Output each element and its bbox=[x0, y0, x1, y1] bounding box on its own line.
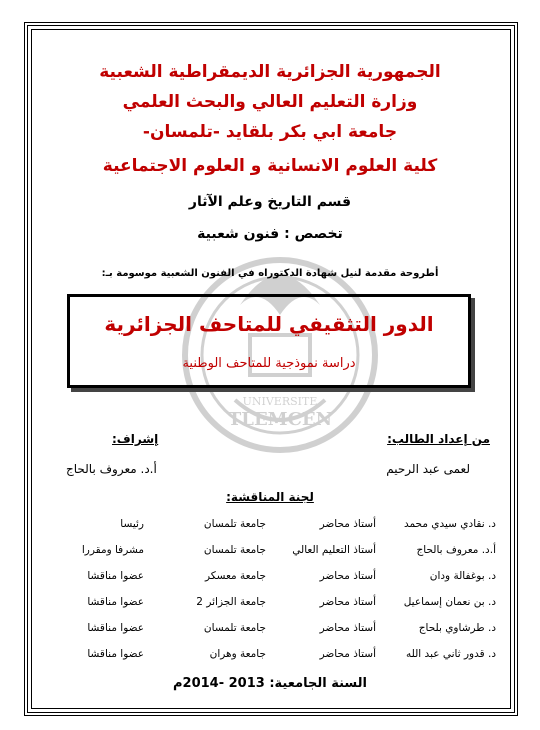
committee-label: لجنة المناقشة: bbox=[226, 490, 314, 504]
member-university: جامعة الجزائر 2 bbox=[196, 596, 266, 608]
member-name: د. قدور ثاني عبد الله bbox=[406, 648, 496, 660]
specialty-heading: تخصص : فنون شعبية bbox=[197, 226, 343, 242]
member-role: عضوا مناقشا bbox=[87, 596, 144, 608]
member-university: جامعة تلمسان bbox=[203, 518, 266, 530]
supervisor-label: إشراف: bbox=[112, 432, 159, 446]
member-university: جامعة تلمسان bbox=[203, 622, 266, 634]
committee-row bbox=[40, 648, 496, 666]
member-university: جامعة معسكر bbox=[205, 570, 266, 582]
member-rank: أستاذ محاضر bbox=[319, 596, 376, 608]
svg-text:TLEMCEN: TLEMCEN bbox=[227, 409, 333, 430]
member-rank: أستاذ محاضر bbox=[319, 518, 376, 530]
member-rank: أستاذ محاضر bbox=[319, 622, 376, 634]
ministry-heading: وزارة التعليم العالي والبحث العلمي bbox=[122, 92, 418, 112]
member-role: عضوا مناقشا bbox=[87, 570, 144, 582]
academic-year: السنة الجامعية: 2013 -2014م bbox=[173, 676, 367, 691]
member-rank: أستاذ التعليم العالي bbox=[292, 544, 376, 556]
committee-row bbox=[40, 596, 496, 614]
member-rank: أستاذ محاضر bbox=[319, 570, 376, 582]
member-role: عضوا مناقشا bbox=[87, 648, 144, 660]
member-role: عضوا مناقشا bbox=[87, 622, 144, 634]
member-role: رئيسا bbox=[120, 518, 144, 530]
prepared-by-label: من إعداد الطالب: bbox=[387, 432, 490, 446]
department-heading: قسم التاريخ وعلم الآثار bbox=[188, 194, 352, 210]
member-name: د. نقادي سيدي محمد bbox=[403, 518, 496, 530]
university-heading: جامعة ابي بكر بلقايد -تلمسان- bbox=[142, 122, 398, 142]
member-name: د. بوغفالة ودان bbox=[429, 570, 496, 582]
student-name: لعمى عبد الرحيم bbox=[386, 462, 470, 476]
thesis-subtitle: أطروحة مقدمة لنيل شهادة الدكتوراه في الفنون الشعبية موسومة بـ: bbox=[101, 268, 439, 279]
committee-row bbox=[40, 544, 496, 562]
thesis-title: الدور التثقيفي للمتاحف الجزائرية bbox=[104, 312, 434, 336]
member-name: أ.د. معروف بالحاج bbox=[416, 544, 496, 556]
supervisor-name: أ.د. معروف بالحاج bbox=[66, 462, 157, 476]
committee-row bbox=[40, 622, 496, 640]
member-name: د. طرشاوي بلحاج bbox=[418, 622, 496, 634]
svg-text:UNIVERSITE: UNIVERSITE bbox=[242, 395, 318, 408]
faculty-heading: كلية العلوم الانسانية و العلوم الاجتماعية bbox=[102, 156, 438, 176]
title-box bbox=[67, 294, 471, 388]
committee-row bbox=[40, 518, 496, 536]
member-name: د. بن نعمان إسماعيل bbox=[403, 596, 496, 608]
member-university: جامعة تلمسان bbox=[203, 544, 266, 556]
member-rank: أستاذ محاضر bbox=[319, 648, 376, 660]
republic-heading: الجمهورية الجزائرية الديمقراطية الشعبية bbox=[99, 62, 441, 82]
member-university: جامعة وهران bbox=[209, 648, 266, 660]
member-role: مشرفا ومقررا bbox=[81, 544, 144, 556]
committee-row bbox=[40, 570, 496, 588]
thesis-study: دراسة نموذجية للمتاحف الوطنية bbox=[182, 356, 356, 371]
